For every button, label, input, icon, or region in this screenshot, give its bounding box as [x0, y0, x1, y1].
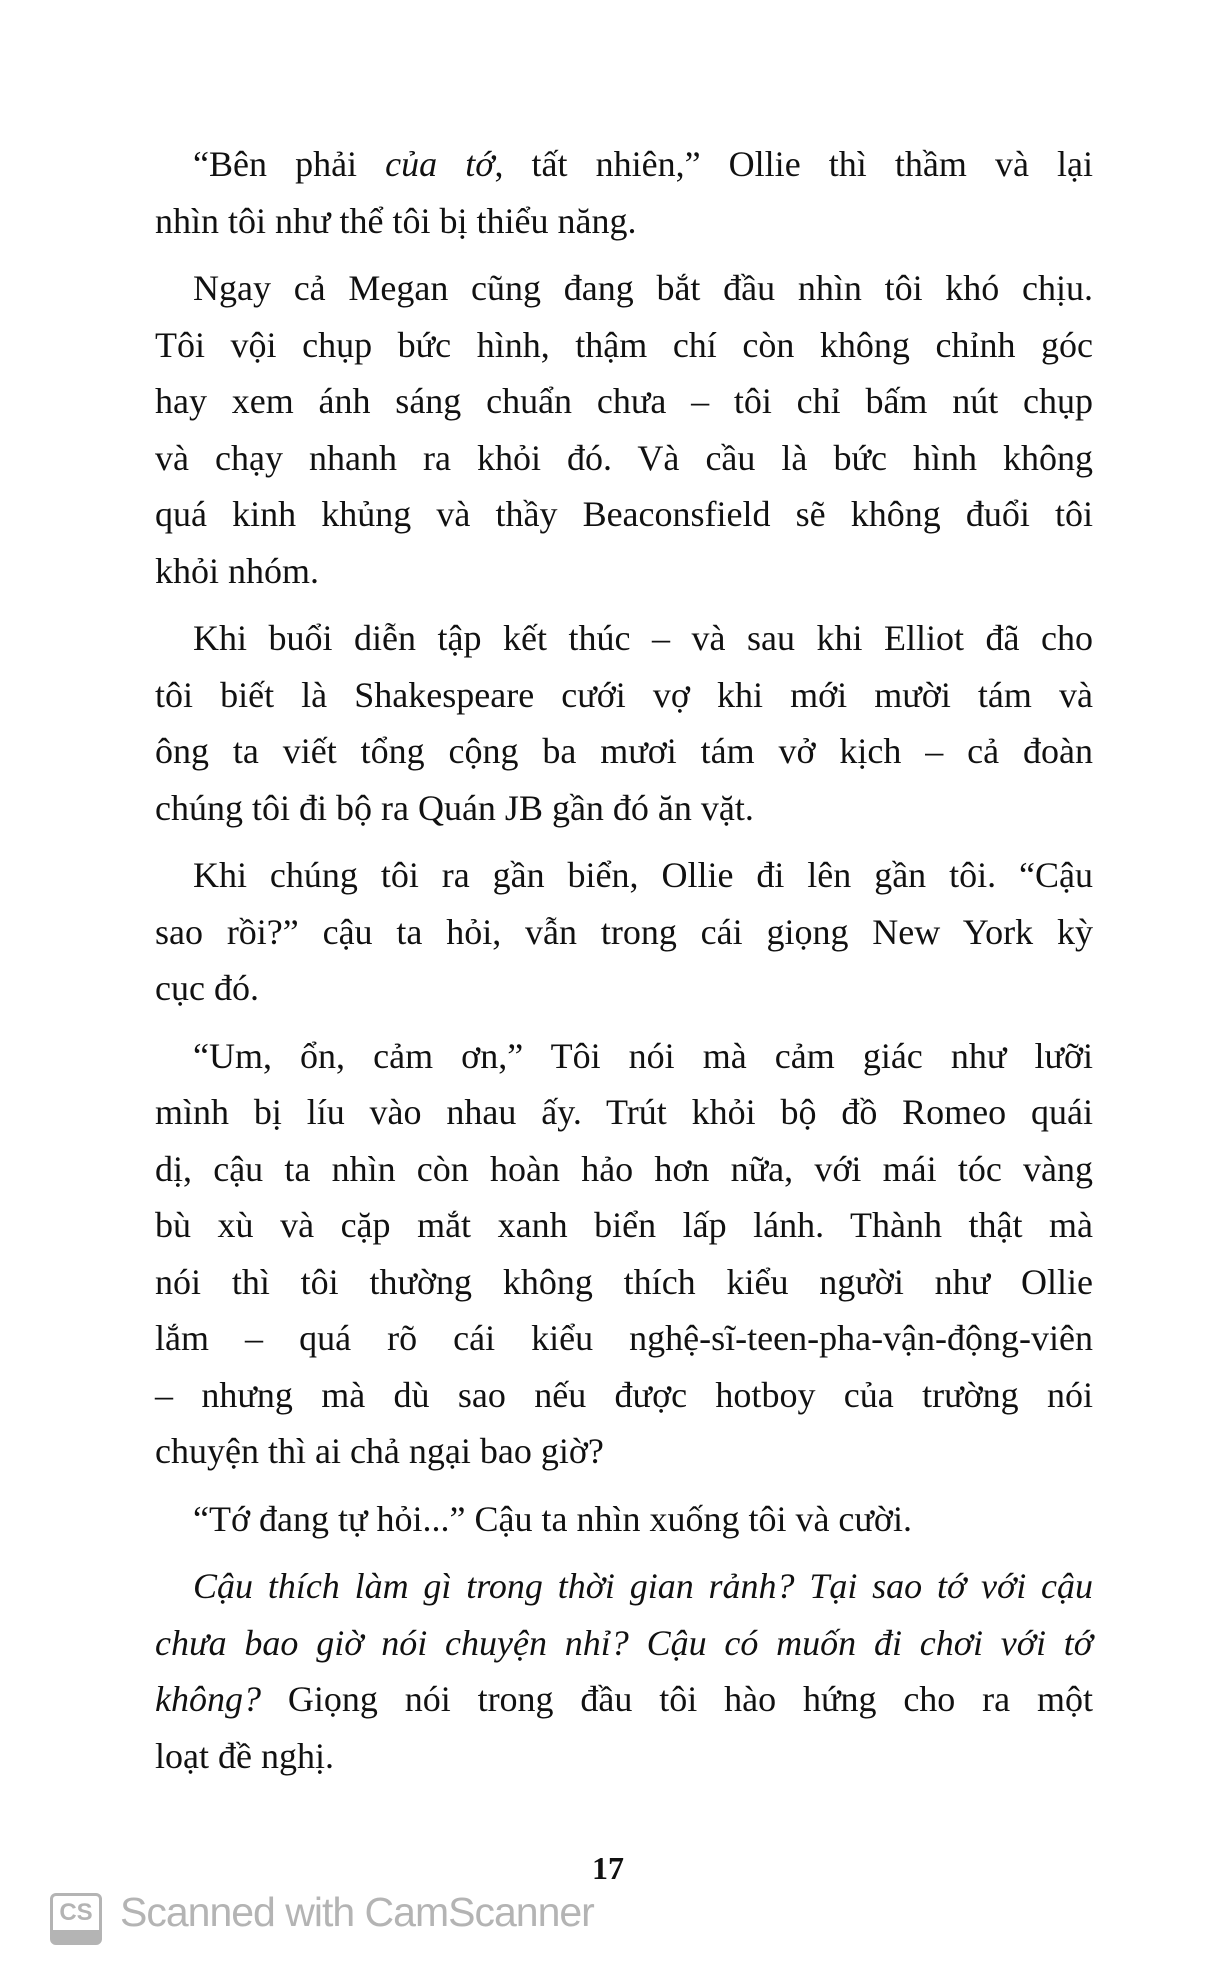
text-segment: chuyện thì ai chả ngại bao giờ?	[155, 1431, 604, 1471]
text-segment: bù xù và cặp mắt xanh biển lấp lánh. Thành thật mà	[155, 1205, 1093, 1245]
paragraph	[155, 136, 1093, 249]
text-line	[155, 486, 1093, 543]
text-segment: “Bên phải	[193, 144, 386, 184]
text-segment: “Um, ổn, cảm ơn,” Tôi nói mà cảm giác như lưỡi	[193, 1035, 1093, 1076]
text-line	[155, 1671, 1093, 1728]
text-segment: quá kinh khủng và thầy Beaconsfield sẽ không đuổi tôi	[155, 494, 1093, 534]
text-segment: loạt đề nghị.	[155, 1735, 334, 1776]
text-line	[155, 1491, 1093, 1548]
text-line	[155, 1310, 1093, 1367]
text-segment: Tôi vội chụp bức hình, thậm chí còn không chỉnh góc	[155, 324, 1093, 365]
page-body	[155, 136, 1093, 1784]
text-segment: sao rồi?” cậu ta hỏi, vẫn trong cái giọng New York kỳ	[155, 911, 1093, 952]
text-segment: Khi chúng tôi ra gần biển, Ollie đi lên gần tôi. “Cậu	[193, 855, 1093, 895]
text-line	[155, 667, 1093, 724]
italic-text: Cậu thích làm gì trong thời gian rảnh? Tại sao tớ với cậu	[193, 1566, 1093, 1606]
text-line	[155, 960, 1093, 1017]
text-line	[155, 723, 1093, 780]
text-line	[155, 1615, 1093, 1672]
text-line	[155, 260, 1093, 317]
text-line	[155, 780, 1093, 837]
paragraph	[155, 1028, 1093, 1480]
text-line	[155, 1084, 1093, 1141]
text-line	[155, 543, 1093, 600]
text-segment: – nhưng mà dù sao nếu được hotboy của trường nói	[155, 1374, 1093, 1415]
text-segment: ông ta viết tổng cộng ba mươi tám vở kịch – cả đoàn	[155, 731, 1093, 771]
text-line	[155, 1423, 1093, 1480]
text-segment: Giọng nói trong đầu tôi hào hứng cho ra một	[260, 1679, 1093, 1719]
paragraph	[155, 260, 1093, 599]
camscanner-logo-text: CS	[59, 1899, 93, 1926]
text-line	[155, 136, 1093, 193]
text-line	[155, 1197, 1093, 1254]
text-line	[155, 610, 1093, 667]
text-line	[155, 1367, 1093, 1424]
text-segment: khỏi nhóm.	[155, 550, 320, 591]
text-segment: dị, cậu ta nhìn còn hoàn hảo hơn nữa, với mái tóc vàng	[155, 1148, 1093, 1189]
camscanner-logo-icon	[50, 1893, 102, 1945]
text-segment: Khi buổi diễn tập kết thúc – và sau khi Elliot đã cho	[193, 618, 1093, 658]
italic-text: không?	[155, 1679, 261, 1719]
camscanner-watermark: Scanned with CamScanner	[120, 1889, 594, 1935]
paragraph	[155, 610, 1093, 836]
italic-text: của tớ	[385, 144, 495, 184]
text-line	[155, 317, 1093, 374]
text-line	[155, 430, 1093, 487]
paragraph	[155, 847, 1093, 1017]
text-line	[155, 1141, 1093, 1198]
text-segment: và chạy nhanh ra khỏi đó. Và cầu là bức hình không	[155, 437, 1093, 478]
text-line	[155, 847, 1093, 904]
text-segment: chúng tôi đi bộ ra Quán JB gần đó ăn vặt.	[155, 787, 754, 828]
paragraph	[155, 1491, 1093, 1548]
text-segment: Ngay cả Megan cũng đang bắt đầu nhìn tôi khó chịu.	[193, 268, 1093, 308]
text-segment: mình bị líu vào nhau ấy. Trút khỏi bộ đồ Romeo quái	[155, 1092, 1093, 1132]
text-line	[155, 1254, 1093, 1311]
text-segment: tôi biết là Shakespeare cưới vợ khi mới mười tám và	[155, 674, 1093, 715]
text-segment: , tất nhiên,” Ollie thì thầm và lại	[494, 144, 1094, 184]
page-number: 17	[592, 1850, 624, 1886]
text-line	[155, 1558, 1093, 1615]
text-segment: lắm – quá rõ cái kiểu nghệ-sĩ-teen-pha-vận-động-viên	[155, 1318, 1093, 1358]
text-line	[155, 1028, 1093, 1085]
text-line	[155, 904, 1093, 961]
italic-text: chưa bao giờ nói chuyện nhỉ? Cậu có muốn đi chơi với tớ	[155, 1622, 1093, 1663]
text-line	[155, 1728, 1093, 1785]
text-segment: cục đó.	[155, 968, 259, 1008]
text-segment: nhìn tôi như thể tôi bị thiểu năng.	[155, 200, 637, 241]
text-line	[155, 373, 1093, 430]
paragraph	[155, 1558, 1093, 1784]
text-segment: hay xem ánh sáng chuẩn chưa – tôi chỉ bấm nút chụp	[155, 381, 1093, 421]
text-line	[155, 193, 1093, 250]
text-segment: nói thì tôi thường không thích kiểu người như Ollie	[155, 1261, 1093, 1302]
text-segment: “Tớ đang tự hỏi...” Cậu ta nhìn xuống tôi và cười.	[193, 1498, 912, 1539]
